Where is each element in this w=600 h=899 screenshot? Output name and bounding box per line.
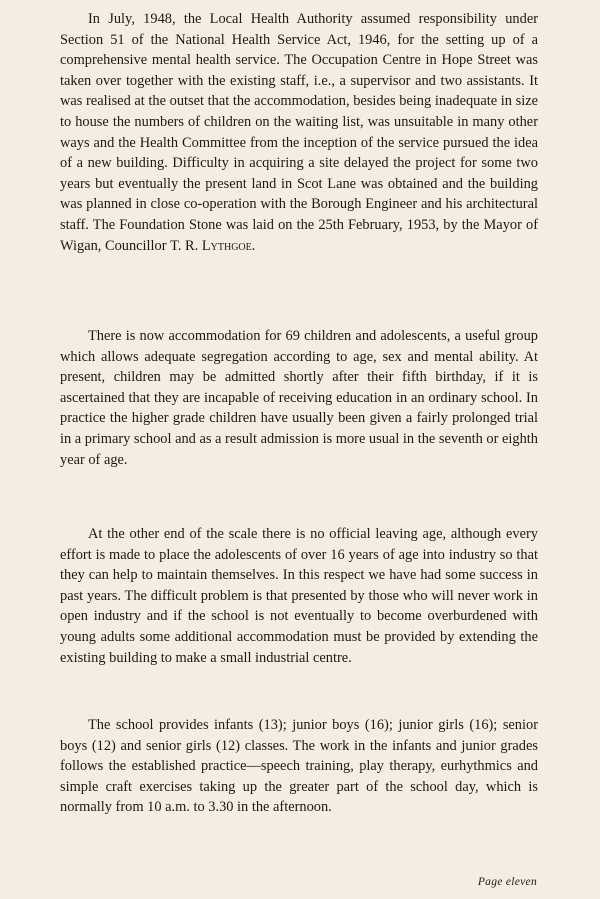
paragraph-classes (60, 715, 538, 818)
paragraph-accommodation-text: There is now accommodation for 69 children and adolescents, a useful group which allows adequate segregation according to age, sex and mental ability. At present, children may be admitted shortly after their fifth birthday, if it is ascertained that they are incapable of receiving education in an ordinary school. In practice the higher grade children have usually been given a fairly prolonged trial in a primary school and as a result admission is more usual in the seventh or eighth year of age. (60, 328, 538, 468)
paragraph-accommodation (60, 326, 538, 470)
paragraph-leaving-age-text: At the other end of the scale there is no official leaving age, although every effort is made to place the adolescents of over 16 years of age into industry so that they can help to maintain themselves. In this respect we have had some success in past years. The difficult problem is that presented by those who will never work in open industry and if the school is not eventually to become overburdened with young adults some additional accommodation must be provided by extending the existing building to make a small industrial centre. (60, 526, 538, 666)
paragraph-history (60, 9, 538, 256)
page-number: Page eleven (477, 876, 537, 888)
paragraph-classes-text: The school provides infants (13); junior boys (16); junior girls (16); senior boys (12) and senior girls (12) classes. The work in the infants and junior grades follows the established practice—speech training, play therapy, eurhythmics and simple craft exercises taking up the greater part of the school day, which is normally from 10 a.m. to 3.30 in the afternoon. (60, 717, 538, 816)
councillor-name: T. R. Lythgoe. (170, 237, 256, 254)
paragraph-history-text: In July, 1948, the Local Health Authority assumed responsibility under Section 51 of the National Health Service Act, 1946, for the setting up of a comprehensive mental health service. The Occupation Centre in Hope Street was taken over together with the existing staff, i.e., a supervisor and two assistants. It was realised at the outset that the accommodation, besides being inadequate in size to house the numbers of children on the waiting list, was unsuitable in many other ways and the Health Committee from the inception of the service pursued the idea of a new building. Difficulty in acquiring a site delayed the project for some two years but eventually the present land in Scot Lane was obtained and the building was planned in close co-operation with the Borough Engineer and his architectural staff. The Foundation Stone was laid on the 25th February, 1953, by the Mayor of Wigan, Councillor (60, 11, 538, 254)
paragraph-leaving-age (60, 524, 538, 668)
